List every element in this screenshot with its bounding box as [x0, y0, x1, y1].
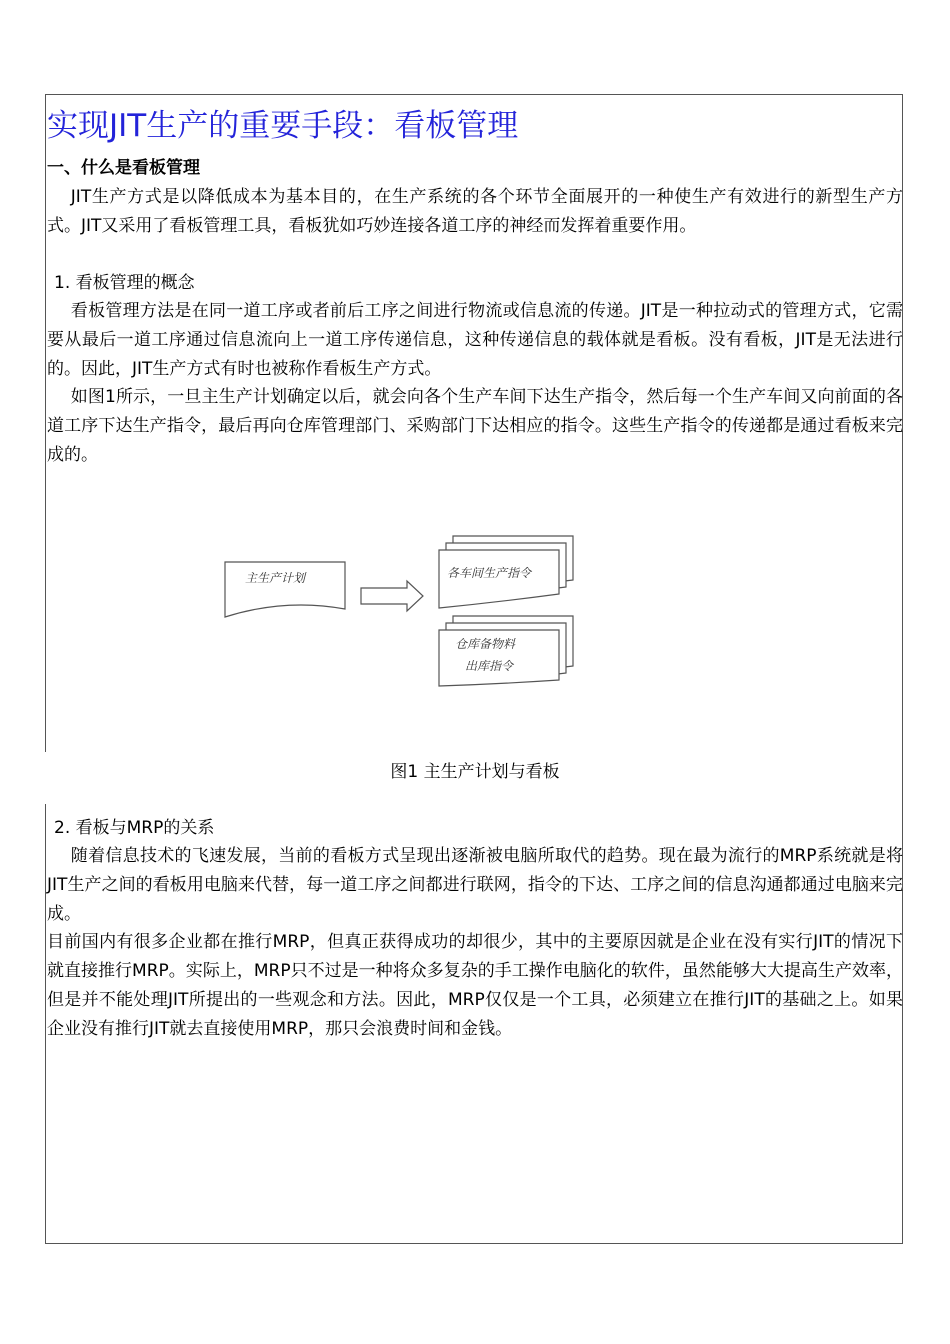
figure-diagram — [215, 528, 585, 694]
figure-reference-paragraph: 如图1所示，一旦主生产计划确定以后，就会向各个生产车间下达生产指令，然后每一个生产车间又向前面的各道工序下达生产指令，最后再向仓库管理部门、采购部门下达相应的指令。这些生产指令的传递都是通过看板来完成的。 — [47, 387, 903, 465]
diagram-svg — [215, 528, 585, 694]
workshop-orders-label: 各车间生产指令 — [447, 566, 532, 580]
warehouse-label-line1: 仓库备物料 — [455, 637, 516, 651]
intro-paragraph: JIT生产方式是以降低成本为基本目的，在生产系统的各个环节全面展开的一种使生产有效进行的新型生产方式。JIT又采用了看板管理工具，看板犹如巧妙连接各道工序的神经而发挥着重要作用。 — [47, 187, 903, 236]
subsection-heading-mrp: 2. 看板与MRP的关系 — [54, 818, 215, 838]
intro-block — [47, 183, 903, 241]
concept-block — [47, 297, 903, 470]
figure-caption: 图1 主生产计划与看板 — [390, 762, 560, 782]
subsection-heading-concept: 1. 看板管理的概念 — [54, 273, 195, 293]
mrp-block — [47, 842, 903, 1044]
section-heading: 一、什么是看板管理 — [47, 158, 200, 178]
document-title: 实现JIT生产的重要手段：看板管理 — [47, 108, 519, 144]
concept-paragraph: 看板管理方法是在同一道工序或者前后工序之间进行物流或信息流的传递。JIT是一种拉动式的管理方式，它需要从最后一道工序通过信息流向上一道工序传递信息，这种传递信息的载体就是看板。没有看板，JIT是无法进行的。因此，JIT生产方式有时也被称作看板生产方式。 — [47, 301, 903, 379]
mrp-paragraph-2: 目前国内有很多企业都在推行MRP，但真正获得成功的却很少，其中的主要原因就是企业在没有实行JIT的情况下就直接推行MRP。实际上，MRP只不过是一种将众多复杂的手工操作电脑化的软件，虽然能够大大提高生产效率，但是并不能处理JIT所提出的一些观念和方法。因此，MRP仅仅是一个工具，必须建立在推行JIT的基础之上。如果企业没有推行JIT就去直接使用MRP，那只会浪费时间和金钱。 — [47, 932, 903, 1039]
flow-arrow-shape — [361, 581, 423, 611]
mrp-paragraph-1: 随着信息技术的飞速发展，当前的看板方式呈现出逐渐被电脑所取代的趋势。现在最为流行的MRP系统就是将JIT生产之间的看板用电脑来代替，每一道工序之间都进行联网，指令的下达、工序之间的信息沟通都通过电脑来完成。 — [47, 846, 903, 924]
warehouse-label-line2: 出库指令 — [465, 659, 514, 673]
master-plan-label: 主生产计划 — [245, 571, 306, 585]
